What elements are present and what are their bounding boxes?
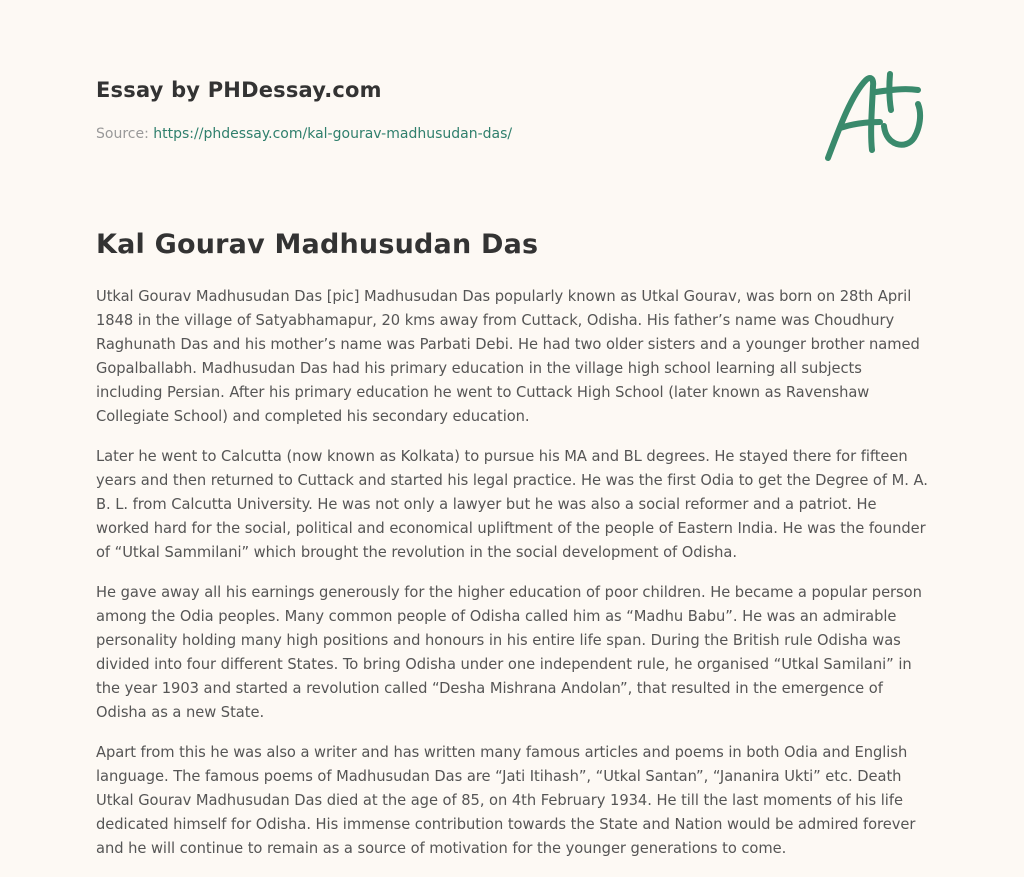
essay-paragraph: Apart from this he was also a writer and has written many famous articles and poems in both Odia and English language. The famous poems of Madhusudan Das are “Jati Itihash”, “Utkal Santan”, “Jananira Ukti” etc. Death Utkal Gourav Madhusudan Das died at the age of 85, on 4th February 1934. He till the last moments of his life dedicated himself for Odisha. His immense contribution towards the State and Nation would be admired forever and he will continue to remain as a source of motivation for the younger generations to come. <box>96 744 916 857</box>
essay-paragraph: He gave away all his earnings generously for the higher education of poor children. He became a popular person among the Odia peoples. Many common people of Odisha called him as “Madhu Babu”. He was an admirable personality holding many high positions and honours in his entire life span. During the British rule Odisha was divided into four different States. To bring Odisha under one independent rule, he organised “Utkal Samilani” in the year 1903 and started a revolution called “Desha Mishrana Andolan”, that resulted in the emergence of Odisha as a new State. <box>96 584 922 721</box>
a-plus-logo <box>818 66 934 166</box>
source-label: Source: <box>96 126 149 142</box>
essay-title: Kal Gourav Madhusudan Das <box>96 229 539 260</box>
page-header <box>96 76 796 144</box>
essay-body <box>96 285 932 877</box>
source-line <box>96 124 796 144</box>
site-brand: Essay by PHDessay.com <box>96 78 382 102</box>
essay-paragraph: Utkal Gourav Madhusudan Das [pic] Madhusudan Das popularly known as Utkal Gourav, was born on 28th April 1848 in the village of Satyabhamapur, 20 kms away from Cuttack, Odisha. His father’s name was Choudhury Raghunath Das and his mother’s name was Parbati Debi. He had two older sisters and a younger brother named Gopalballabh. Madhusudan Das had his primary education in the village high school learning all subjects including Persian. After his primary education he went to Cuttack High School (later known as Ravenshaw Collegiate School) and completed his secondary education. <box>96 288 920 425</box>
essay-paragraph: Later he went to Calcutta (now known as Kolkata) to pursue his MA and BL degrees. He stayed there for fifteen years and then returned to Cuttack and started his legal practice. He was the first Odia to get the Degree of M. A. B. L. from Calcutta University. He was not only a lawyer but he was also a social reformer and a patriot. He worked hard for the social, political and economical upliftment of the people of Eastern India. He was the founder of “Utkal Sammilani” which brought the revolution in the social development of Odisha. <box>96 448 928 561</box>
source-link[interactable]: https://phdessay.com/kal-gourav-madhusudan-das/ <box>153 126 513 142</box>
